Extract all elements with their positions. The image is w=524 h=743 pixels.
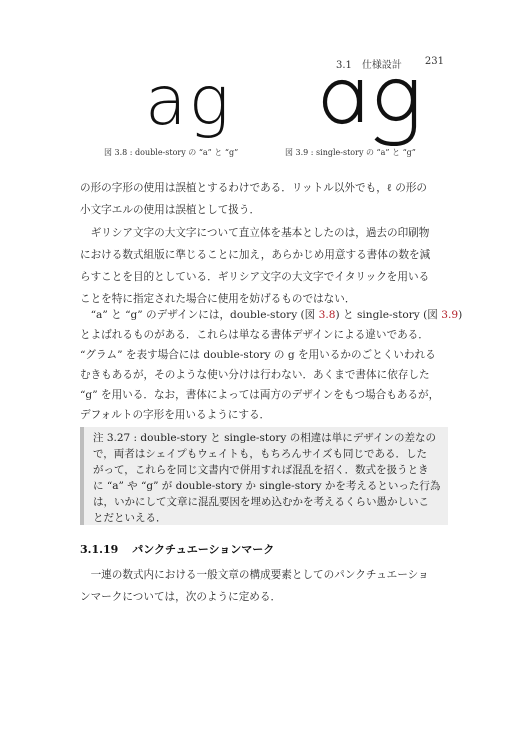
note-line: は，いかにして文章に混乱要因を埋め込むかを考えるくらい愚かしいこ (93, 496, 429, 508)
section-heading (80, 541, 274, 557)
body-text: ) と single-story (図 (335, 309, 442, 321)
body-line: らすことを目的としている．ギリシア文字の大文字でイタリックを用いる (80, 271, 430, 283)
note-side-bar (80, 427, 84, 525)
body-text: ) (458, 309, 463, 321)
body-line: ギリシア文字の大文字について直立体を基本としたのは，過去の印刷物 (80, 227, 430, 239)
note-line: で，両者はシェイプもウェイトも，もちろんサイズも同じである．した (93, 448, 428, 460)
body-line: 小文字エルの使用は誤植として扱う． (80, 204, 261, 216)
note-box (80, 427, 448, 525)
section-title: パンクチュエーションマーク (132, 543, 275, 556)
body-line: 一連の数式内における一般文章の構成要素としてのパンクチュエーショ (80, 569, 429, 581)
figure-caption-3-9: 図 3.9 : single-story の “a” と “g” (285, 148, 416, 157)
section-number: 3.1.19 (80, 543, 119, 556)
body-line: “グラム” を表す場合には double-story の g を用いるかのごとくいわれる (80, 349, 436, 361)
figure-caption-3-8: 図 3.8 : double-story の “a” と “g” (104, 148, 239, 157)
figure-ref-3-9[interactable]: 3.9 (441, 309, 459, 321)
body-line: ことを特に指定された場合に使用を妨げるものではない． (80, 293, 356, 305)
single-story-ag-drawing (316, 62, 436, 146)
body-line: ンマークについては，次のように定める． (80, 591, 282, 603)
body-line: の形の字形の使用は誤植とするわけである．リットル以外でも，ℓ の形の (80, 182, 428, 194)
double-story-glyphs: ag (145, 62, 232, 141)
body-line: デフォルトの字形を用いるようにする． (80, 409, 271, 421)
body-line: “g” を用いる．なお，書体によっては両方のデザインをもつ場合もあるが， (80, 389, 440, 401)
body-line: むきもあるが，そのような使い分けは行わない．あくまで書体に依存した (80, 369, 430, 381)
figure-ref-3-8[interactable]: 3.8 (318, 309, 336, 321)
body-line: における数式組版に準じることに加え，あらかじめ用意する書体の数を減 (80, 249, 431, 261)
body-line: とよばれるものがある．これらは単なる書体デザインによる違いである． (80, 329, 429, 341)
body-text: “a” と “g” のデザインには，double-story (図 (80, 309, 319, 321)
note-line: 注 3.27 : double-story と single-story の相違は単にデザインの差なの (93, 432, 436, 444)
body-line-with-refs (80, 307, 462, 323)
page-number: 231 (424, 56, 444, 67)
running-head-section: 3.1 仕様設計 (336, 60, 402, 71)
note-line: とだといえる． (93, 512, 167, 524)
note-line: に “a” や “g” が double-story か single-story かを考えるといった行為 (93, 480, 441, 492)
note-line: がって，これらを同じ文書内で併用すれば混乱を招く．数式を扱うとき (93, 464, 429, 476)
